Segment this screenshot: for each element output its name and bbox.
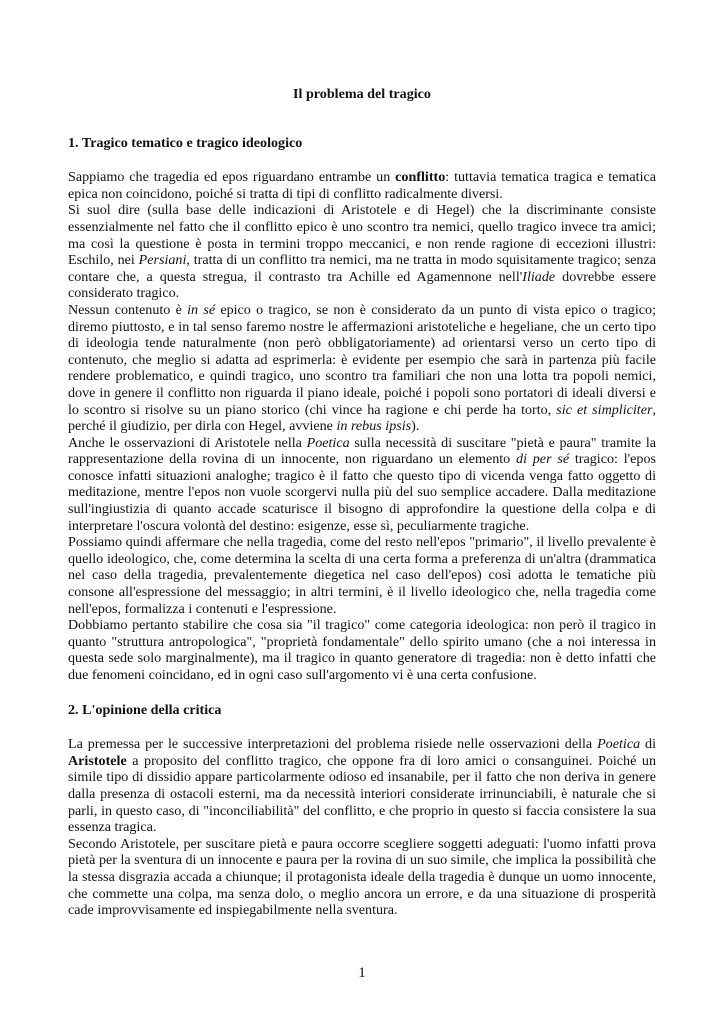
section-1-paragraph-1: [68, 169, 656, 202]
text-run: Nessun contenuto è: [68, 301, 188, 318]
section-1-paragraph-6: Dobbiamo pertanto stabilire che cosa sia "il tragico" come categoria ideologica: non però il tragico in quanto "struttura antropologica", "proprietà fondamentale" dello spirito umano (che a noi interessa in questa sede solo marginalmente), ma il tragico in quanto generatore di tragedia: non è detto infatti che due fenomeni coincidano, ed in ogni caso sull'argomento vi è una certa confusione.: [68, 617, 656, 683]
section-2-paragraph-2: Secondo Aristotele, per suscitare pietà e paura occorre scegliere soggetti adeguati: l'uomo infatti prova pietà per la sventura di un innocente e paura per la rovina di un suo simile, che implica la possibilità che la stessa disgrazia accada a chiunque; il protagonista ideale della tragedia è dunque un uomo innocente, che commette una colpa, ma senza dolo, o meglio ancora un errore, e da una situazione di prosperità cade improvvisamente ed inspiegabilmente nella sventura.: [68, 835, 656, 919]
page-number: 1: [358, 965, 366, 981]
text-run: ).: [411, 418, 420, 435]
section-1-paragraph-4: [68, 435, 656, 535]
section-1-heading: 1. Tragico tematico e tragico ideologico: [68, 134, 303, 151]
italic-term: di per sé: [516, 451, 570, 468]
text-run: epico o tragico, se non è considerato da un punto di vista epico o tragico; diremo piuttosto, e in tal senso faremo nostre le affermazioni aristoteliche e hegeliane, che un certo tipo di ideologia tende naturalmente (non però obbligatoriamente) ad orientarsi verso un certo tipo di contenuto, che meglio si adatta ad esprimerla: è evidente per esempio che sarà in partenza più facile rendere problematico, e quindi tragico, uno scontro tra familiari che non una lotta tra popoli nemici, dove in genere il conflitto non riguarda il piano ideale, poiché i popoli sono portatori di ideali diversi e lo scontro si risolve su un piano storico (chi vince ha ragione e chi perde ha torto,: [68, 301, 656, 418]
text-run: Anche le osservazioni di Aristotele nella: [68, 434, 307, 451]
italic-term: sic et simpliciter: [556, 401, 653, 418]
bold-term: Aristotele: [68, 752, 127, 769]
text-run: , tratta di un conflitto tra nemici, ma ne tratta in modo squisitamente tragico; senza contare che, a questa stregua, il contrasto tra Achille ed Agamennone nell': [68, 252, 656, 285]
text-run: a proposito del conflitto tragico, che oppone fra di loro amici o consanguinei. Poiché un simile tipo di dissidio appare particolarmente odioso ed insanabile, per il fatto che non deriva in genere dalla presenza di ostacoli esterni, ma da necessità interiori considerate irrinunciabili, è naturale che si parli, in questo caso, di "inconciliabilità" del conflitto, e che proprio in questo si faccia consistere la sua essenza tragica.: [68, 752, 656, 836]
section-2-heading: 2. L'opinione della critica: [68, 701, 222, 718]
text-run: sulla necessità di suscitare "pietà e paura" tramite la rappresentazione della rovina di un innocente, non riguardano un elemento: [68, 434, 656, 468]
section-2-paragraph-1: [68, 736, 656, 836]
text-run: , perché il giudizio, per dirla con Hegel, avviene: [68, 401, 656, 435]
text-run: di: [640, 736, 656, 753]
italic-term: in sé: [187, 301, 216, 318]
italic-term: Iliade: [522, 268, 556, 285]
document-title: Il problema del tragico: [293, 86, 431, 102]
text-run: Si suol dire (sulla base delle indicazioni di Aristotele e di Hegel) che la discriminante consiste essenzialmente nel fatto che il conflitto epico è uno scontro tra nemici, quello tragico invece tra amici; ma così la questione è posta in termini troppo meccanici, e non rende ragione di eccezioni illustri: Eschilo, nei: [68, 202, 656, 269]
document-page: [68, 86, 656, 919]
section-1-paragraph-3: [68, 302, 656, 435]
text-run: La premessa per le successive interpretazioni del problema risiede nelle osservazioni della: [68, 736, 598, 753]
text-run: dovrebbe essere considerato tragico.: [68, 268, 656, 302]
section-1-paragraph-5: Possiamo quindi affermare che nella tragedia, come del resto nell'epos "primario", il livello prevalente è quello ideologico, che, come determina la scelta di una certa forma a preferenza di un'altra (drammatica nel caso della tragedia, prevalentemente diegetica nel caso dell'epos) così adotta le tematiche più consone all'espressione del messaggio; in altri termini, è il livello ideologico che, nella tragedia come nell'epos, formalizza i contenuti e l'espressione.: [68, 534, 656, 617]
text-run: Sappiamo che tragedia ed epos riguardano entrambe un: [68, 169, 396, 186]
bold-term: conflitto: [395, 169, 446, 186]
italic-term: Persiani: [138, 252, 187, 269]
section-1-paragraph-2: [68, 202, 656, 302]
text-run: tragico: l'epos conosce infatti situazioni analoghe; tragico è il fatto che questo tipo di vicenda venga fatto oggetto di meditazione, mentre l'epos non vuole scorgervi nulla più del suo semplice accadere. Dalla meditazione sull'ingiustizia di quanto accade scaturisce il bisogno di approfondire la questione della colpa e di interpretare l'oscura volontà del destino: esigenze, esse sì, peculiarmente tragiche.: [68, 451, 656, 534]
italic-term: in rebus ipsis: [336, 418, 412, 435]
italic-term: Poetica: [597, 736, 641, 753]
text-run: : tuttavia tematica tragica e tematica epica non coincidono, poiché si tratta di tipi di conflitto radicalmente diversi.: [68, 169, 656, 202]
italic-term: Poetica: [306, 434, 350, 451]
